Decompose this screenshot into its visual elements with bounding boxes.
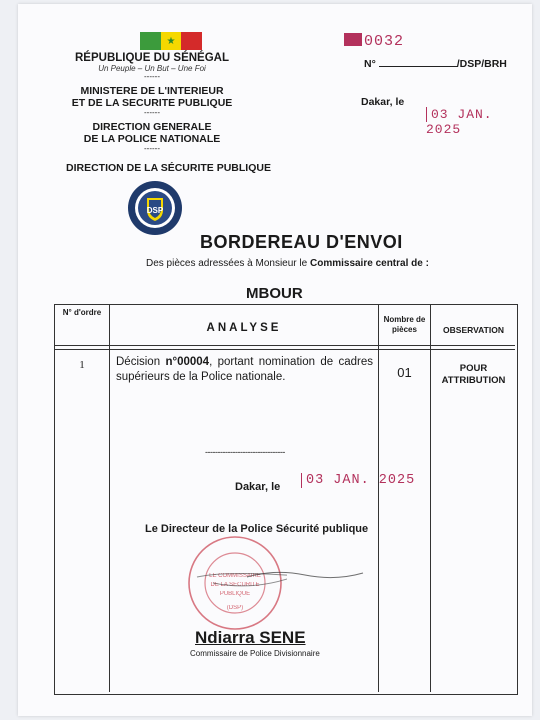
- reference-line: [364, 58, 507, 70]
- header-observation: OBSERVATION: [443, 325, 504, 335]
- country-name: RÉPUBLIQUE DU SÉNÉGAL: [75, 52, 229, 64]
- document-page: [18, 4, 532, 716]
- reference-stamp: [344, 33, 404, 50]
- addressee-bold: Commissaire central de :: [309, 258, 429, 269]
- handwritten-signature-icon: [245, 567, 365, 587]
- destination: MBOUR: [246, 285, 303, 302]
- senegal-flag-icon: [140, 32, 202, 50]
- dash-separator: --------------------------------: [205, 447, 285, 457]
- items-table: [54, 304, 518, 695]
- separator: ------: [144, 72, 160, 81]
- analyse-decision-number: n°00004: [165, 356, 210, 368]
- dsp-logo-icon: [127, 180, 183, 236]
- svg-text:(DSP): (DSP): [226, 605, 244, 611]
- row-num: 1: [79, 359, 85, 371]
- direction-line-1: DIRECTION GENERALE: [92, 121, 212, 133]
- flag-green-stripe: [140, 32, 161, 50]
- flag-red-stripe: [181, 32, 202, 50]
- director-title: Le Directeur de la Police Sécurité publique: [145, 523, 369, 535]
- stamp-smudge: [344, 33, 362, 46]
- date-stamp: 03 JAN. 2025: [426, 107, 493, 137]
- svg-text:PUBLIQUE: PUBLIQUE: [219, 591, 251, 597]
- separator: ------: [144, 144, 160, 153]
- motto: Un Peuple – Un But – Une Foi: [98, 64, 206, 73]
- header-analyse: ANALYSE: [206, 322, 282, 334]
- footer-place-label: Dakar, le: [235, 481, 281, 493]
- addressee-line: [146, 258, 429, 269]
- header-num: N° d'ordre: [62, 308, 102, 317]
- footer-date-stamp: 03 JAN. 2025: [301, 473, 415, 488]
- no-label: N°: [364, 58, 376, 70]
- header-block: [62, 52, 242, 153]
- analyse-suffix: , portant nomination de cadres supérieurs de la Police nationale.: [116, 356, 373, 383]
- addressee-prefix: Des pièces adressées à Monsieur le: [146, 258, 308, 269]
- place-label: Dakar, le: [361, 96, 405, 108]
- signatory-name: Ndiarra SENE: [195, 628, 306, 647]
- ministry-line-2: ET DE LA SECURITE PUBLIQUE: [71, 97, 233, 109]
- row-analyse: [116, 355, 373, 385]
- svg-text:DE LA SECURITE: DE LA SECURITE: [210, 582, 260, 588]
- signatory-title: Commissaire de Police Divisionnaire: [190, 649, 320, 658]
- header-count: Nombre de pièces: [383, 315, 426, 334]
- svg-text:LE COMMISSAIRE: LE COMMISSAIRE: [209, 573, 261, 579]
- direction-securite: DIRECTION DE LA SÉCURITE PUBLIQUE: [66, 162, 271, 174]
- svg-text:DSP: DSP: [146, 206, 164, 215]
- reference-suffix: /DSP/BRH: [456, 58, 507, 70]
- row-observation: POUR ATTRIBUTION: [441, 363, 506, 386]
- row-count: 01: [397, 365, 412, 380]
- reference-number: 0032: [364, 33, 405, 50]
- separator: ------: [144, 108, 160, 117]
- analyse-prefix: Décision: [116, 356, 161, 368]
- ministry-line-1: MINISTERE DE L'INTERIEUR: [80, 85, 224, 97]
- flag-yellow-stripe: ★: [161, 32, 182, 50]
- direction-line-2: DE LA POLICE NATIONALE: [83, 133, 221, 145]
- document-title: BORDEREAU D'ENVOI: [200, 232, 403, 252]
